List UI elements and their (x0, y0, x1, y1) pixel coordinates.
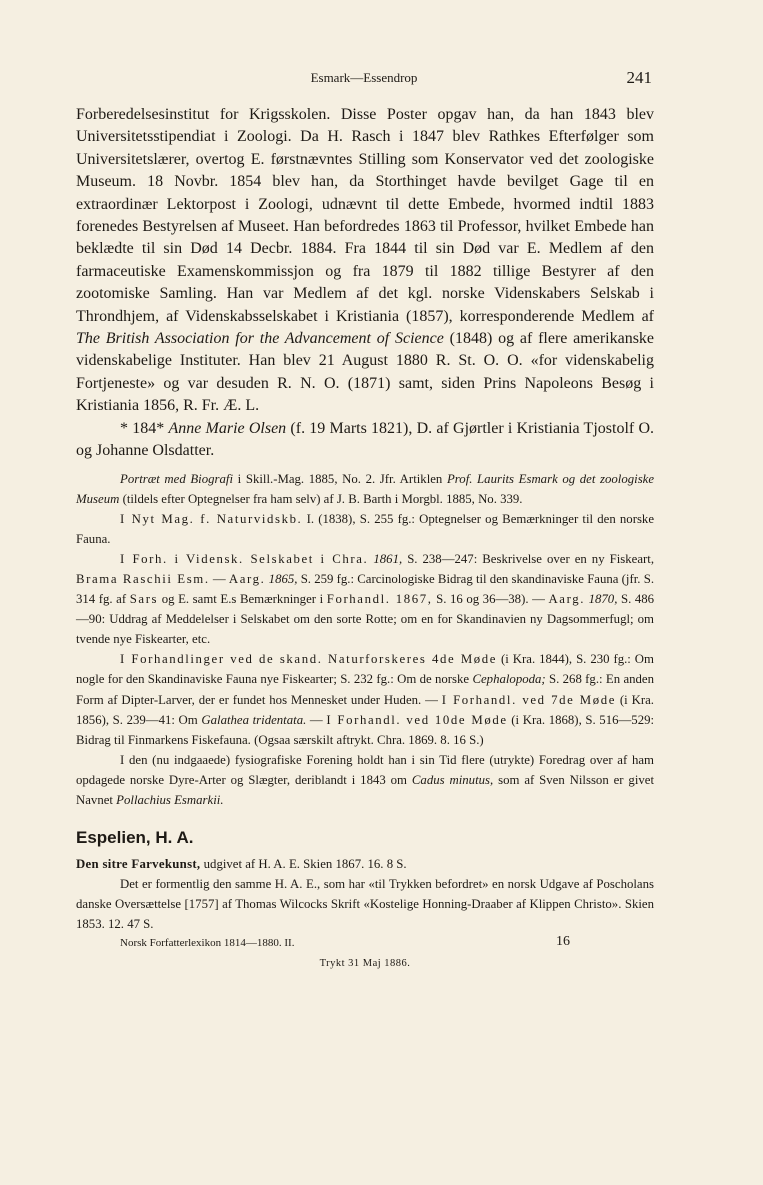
biblio-text: — (212, 571, 226, 586)
association-title: The British Association for the Advancement of Science (76, 330, 444, 348)
biblio-source: I Forh. i Vidensk. Selskabet i Chra. (120, 551, 369, 566)
biblio-species: Brama Raschii Esm. (76, 571, 210, 586)
biography-continuation (76, 104, 654, 463)
page-number: 241 (626, 68, 652, 87)
biblio-year: 1865, (268, 571, 298, 586)
entry-anne-marie-olsen (76, 418, 654, 463)
page-header (76, 68, 652, 92)
print-date: Trykt 31 Maj 1886. (319, 958, 411, 970)
biblio-text: S. 486—90: Uddrag af Meddelelser i Selskabet om den sorte Rotte; om en for Skandinavien ny Dagsommerfugl; om tvende nye Fiskearter, etc. (76, 592, 655, 647)
biblio-text: I. (1838), S. 255 fg.: Optegnelser og Bemærkninger til den norske Fauna. (76, 511, 655, 546)
biblio-paragraph-5 (76, 750, 654, 810)
biblio-source: Forhandl. 1867, (326, 592, 433, 607)
biblio-taxon: Galathea tridentata. (201, 712, 307, 727)
biblio-taxon: Cephalopoda; (472, 672, 546, 687)
signature-number: 16 (556, 934, 570, 950)
entry-text: (f. 19 Marts 1821), D. af Gjørtler i Kristiania Tjostolf O. og Johanne Olsdatter. (76, 419, 654, 460)
biblio-text: S. 259 fg.: Carcinologiske Bidrag til den skandinaviske Fauna (jfr. S. 314 fg. af (76, 571, 655, 607)
running-head: Esmark—Essendrop (310, 70, 418, 85)
entry-marker: * 184* (120, 419, 165, 437)
signature-line (76, 934, 654, 954)
espelien-entry (76, 854, 654, 934)
bibliography (76, 469, 654, 811)
biblio-taxon: Pollachius Esmarkii. (116, 793, 224, 807)
biblio-source: I Nyt Mag. f. Naturvidskb. (120, 511, 303, 526)
biblio-author: Sars (129, 592, 159, 607)
biblio-source: I Forhandlinger ved de skand. Naturforskeres 4de Møde (120, 652, 498, 667)
biblio-text: (i Kra. 1868), S. 516—529: Bidrag til Finmarkens Fiskefauna. (Ogsaa særskilt aftrykt. Chra. 1869. 8. 16 S.) (76, 712, 655, 747)
biblio-paragraph-2 (76, 509, 654, 549)
biblio-source: I Forhandl. ved 7de Møde (441, 692, 617, 707)
entry-heading-espelien: Espelien, H. A. (76, 828, 194, 848)
biblio-year: 1861, (373, 551, 403, 566)
espelien-title-main: Den sitre Farvekunst, (76, 857, 201, 872)
biblio-ref: Prof. Laurits Esmark og det zoologiske Museum (76, 471, 655, 506)
espelien-description: Det er formentlig den samme H. A. E., som har «til Trykken befordret» en norsk Udgave af Poscholans danske Oversættelse [1757] af Thomas Wilcocks Skrift «Kostelige Honning-Draaber af Klippen Christo». Skien 1853. 12. 47 S. (76, 877, 654, 932)
page-body (76, 104, 654, 969)
signature-text: Norsk Forfatterlexikon 1814—1880. II. (120, 937, 295, 950)
biblio-taxon: Cadus minutus, (411, 772, 494, 787)
biography-text: Forberedelsesinstitut for Krigsskolen. Disse Poster opgav han, da han 1843 blev Universitetsstipendiat i Zoologi. Da H. Rasch i 1847 blev Rathkes Efterfølger som Universitetslærer, overtog E. førstnævntes Stilling som Konservator ved det zoologiske Museum. 18 Novbr. 1854 blev han, da Storthinget havde bevilget Gage til en extraordinær Lektorpost i Zoologi, udnævnt til dette Embede, hvormed indtil 1883 forenedes Bestyrelsen af Museet. Han befordredes 1863 til Professor, hvilket Embede han beklædte til sin Død 14 Decbr. 1884. Fra 1844 til sin Død var E. Medlem af den farmaceutiske Examenskommissjon og fra 1879 til 1882 tillige Bestyrer af den zootomiske Samling. Han var Medlem af det kgl. norske Videnskabers Selskab i Throndhjem, af Videnskabsselskabet i Kristiania (1857), korresponderende Medlem af (76, 106, 654, 325)
biblio-text: (i Kra. 1844), S. 230 fg.: Om nogle for den Skandinaviske Fauna nye Fiskearter; S. 232 fg.: Om de norske (76, 652, 654, 687)
biography-paragraph (76, 104, 654, 418)
biblio-text: som af Sven Nilsson er givet Navnet (76, 772, 655, 807)
biblio-ref: Portræt med Biografi (120, 471, 234, 486)
biblio-paragraph-3 (76, 549, 654, 649)
biblio-text: i Skill.-Mag. 1885, No. 2. Jfr. Artiklen (237, 471, 443, 486)
biblio-text: — (309, 712, 323, 727)
biblio-text: I den (nu indgaaede) fysiografiske Forening holdt han i sin Tid flere (utrykte) Foredrag over af ham opdagede norske Dyre-Arter og Slægter, deriblandt i 1843 om (76, 752, 654, 787)
biblio-text: og E. samt E.s Bemærkninger i (161, 592, 324, 607)
biblio-text: (i Kra. 1856), S. 239—41: Om (76, 692, 654, 727)
biblio-paragraph-4 (76, 649, 654, 749)
biography-text-end: (1848) og af flere amerikanske videnskabelige Instituter. Han blev 21 August 1880 R. St. O. O. «for videnskabelig Fortjeneste» og var desuden R. N. O. (1871) samt, siden Prins Napoleons Besøg i Kristiania 1856, R. Fr. Æ. L. (76, 330, 655, 415)
biblio-source: I Forhandl. ved 10de Møde (326, 712, 508, 727)
espelien-title-rest: udgivet af H. A. E. Skien 1867. 16. 8 S. (203, 857, 407, 872)
biblio-text: S. 16 og 36—38). — (436, 592, 545, 607)
biblio-text: S. 238—247: Beskrivelse over en ny Fiskeart, (407, 551, 655, 566)
biblio-source: Aarg. (548, 592, 586, 607)
biblio-year: 1870, (588, 592, 618, 607)
biblio-paragraph-1 (76, 469, 654, 509)
biblio-source: Aarg. (228, 571, 266, 586)
biblio-text: (tildels efter Optegnelser fra ham selv) af J. B. Barth i Morgbl. 1885, No. 339. (122, 491, 523, 506)
biblio-text: S. 268 fg.: En anden Form af Dipter-Larver, der er fundet hos Mennesket under Huden. — (76, 672, 654, 707)
espelien-title (76, 854, 654, 874)
entry-name: Anne Marie Olsen (168, 419, 287, 437)
